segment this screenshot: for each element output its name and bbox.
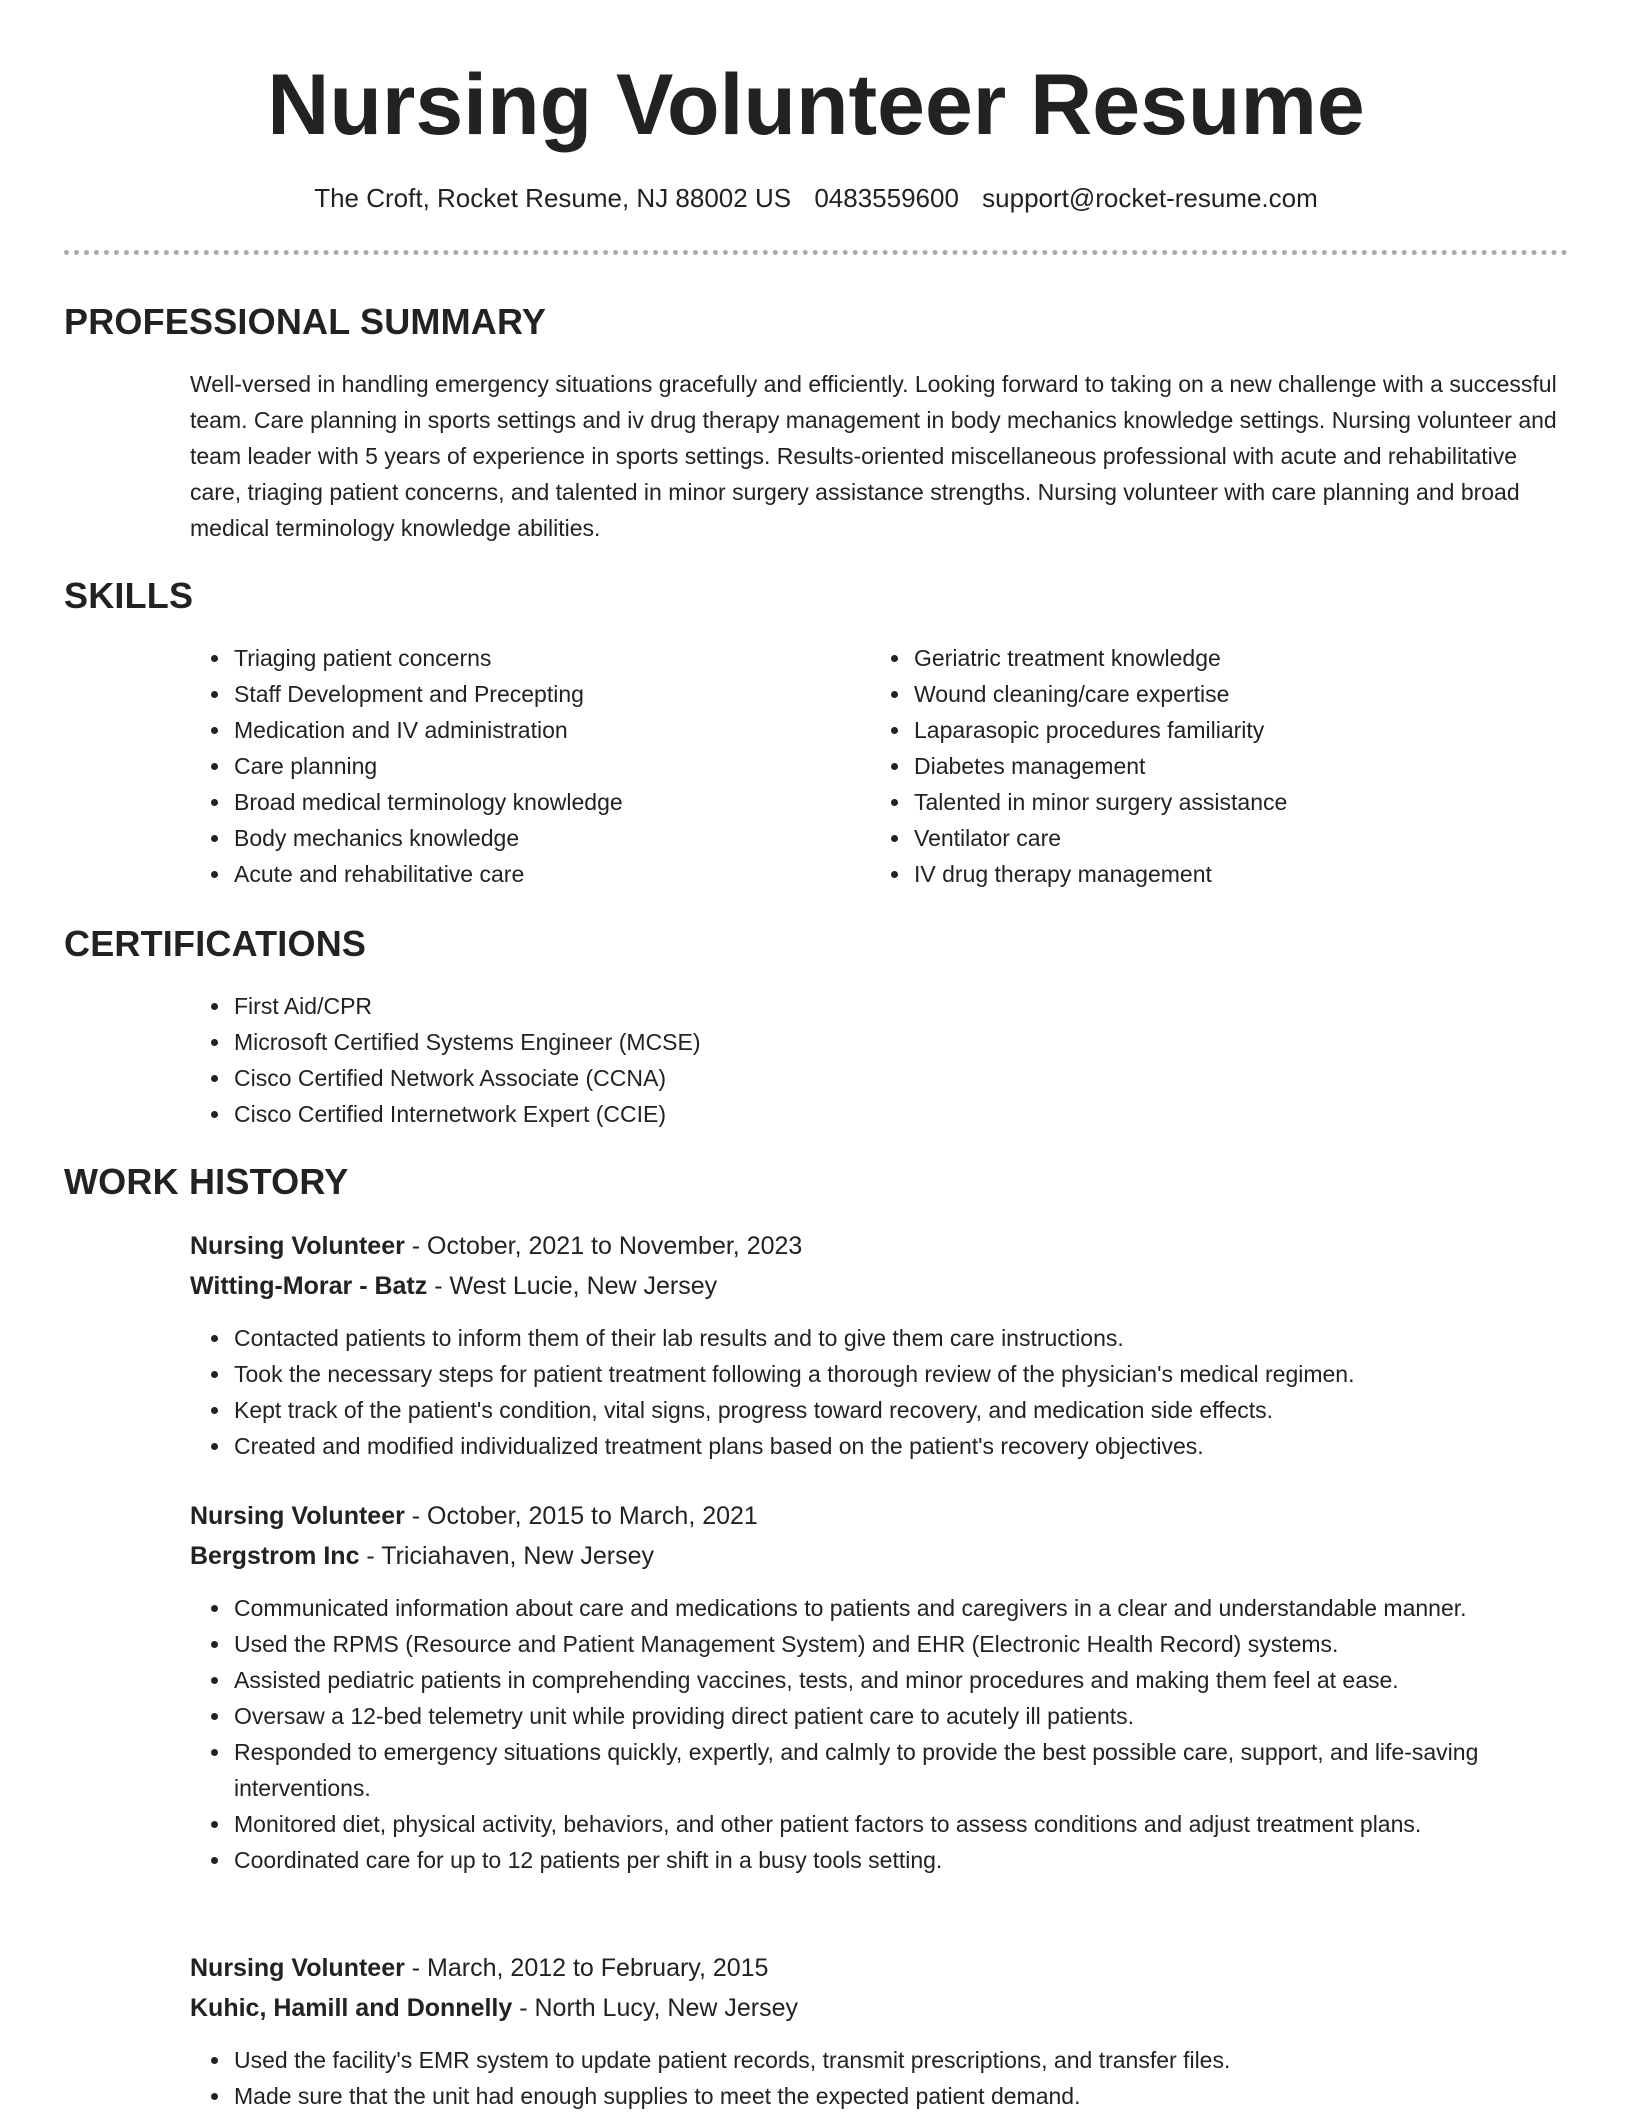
job-bullets bbox=[190, 2042, 1612, 2112]
job-company-line bbox=[190, 1988, 798, 2028]
job-role: Nursing Volunteer bbox=[190, 1502, 405, 1530]
job-dates: - October, 2021 to November, 2023 bbox=[404, 1232, 803, 1260]
job-bullet: • Took the necessary steps for patient treatment following a thorough review of the physician's medical regimen. bbox=[232, 1356, 1612, 1392]
certification-item: • Cisco Certified Network Associate (CCNA) bbox=[232, 1060, 1432, 1096]
job-dates: - October, 2015 to March, 2021 bbox=[404, 1502, 758, 1530]
certification-item: • First Aid/CPR bbox=[232, 988, 1432, 1024]
header-divider bbox=[64, 250, 1568, 255]
job-company: Kuhic, Hamill and Donnelly bbox=[190, 1994, 513, 2022]
skills-list-right bbox=[870, 640, 1592, 892]
job-company-line bbox=[190, 1266, 717, 1306]
job-bullet: • Communicated information about care and medications to patients and caregivers in a clear and understandable manner. bbox=[232, 1590, 1612, 1626]
skill-item: • Staff Development and Precepting bbox=[232, 676, 832, 712]
skill-item: • Body mechanics knowledge bbox=[232, 820, 832, 856]
job-bullet: • Monitored diet, physical activity, behaviors, and other patient factors to assess conditions and adjust treatment plans. bbox=[232, 1806, 1612, 1842]
job-location: - North Lucy, New Jersey bbox=[512, 1994, 798, 2022]
job-company-line bbox=[190, 1536, 654, 1576]
resume-title: Nursing Volunteer Resume bbox=[267, 57, 1365, 153]
skill-item: • Triaging patient concerns bbox=[232, 640, 832, 676]
job-bullet: • Made sure that the unit had enough supplies to meet the expected patient demand. bbox=[232, 2078, 1612, 2112]
skill-item: • Care planning bbox=[232, 748, 832, 784]
summary-text: Well-versed in handling emergency situations gracefully and efficiently. Looking forward to taking on a new challenge with a successful team. Care planning in sports settings and iv drug therapy management in body mechanics knowledge settings. Nursing volunteer and team leader with 5 years of experience in sports settings. Results-oriented miscellaneous professional with acute and rehabilitative care, triaging patient concerns, and talented in minor surgery assistance strengths. Nursing volunteer with care planning and broad medical terminology knowledge abilities. bbox=[190, 371, 1557, 541]
skill-item: • IV drug therapy management bbox=[912, 856, 1592, 892]
contact-line bbox=[0, 180, 1632, 216]
skill-item: • Medication and IV administration bbox=[232, 712, 832, 748]
contact-phone: 0483559600 bbox=[814, 183, 959, 213]
section-title-skills: SKILLS bbox=[64, 575, 194, 616]
job-title-line bbox=[190, 1496, 758, 1536]
contact-address: The Croft, Rocket Resume, NJ 88002 US bbox=[314, 183, 792, 213]
skill-item: • Broad medical terminology knowledge bbox=[232, 784, 832, 820]
job-bullet: • Oversaw a 12-bed telemetry unit while providing direct patient care to acutely ill patients. bbox=[232, 1698, 1612, 1734]
job-bullet: • Coordinated care for up to 12 patients per shift in a busy tools setting. bbox=[232, 1842, 1612, 1878]
skills-list-left bbox=[190, 640, 832, 892]
skill-item: • Wound cleaning/care expertise bbox=[912, 676, 1592, 712]
skill-item: • Geriatric treatment knowledge bbox=[912, 640, 1592, 676]
job-company: Witting-Morar - Batz bbox=[190, 1272, 428, 1300]
section-title-certifications: CERTIFICATIONS bbox=[64, 923, 367, 964]
skill-item: • Diabetes management bbox=[912, 748, 1592, 784]
certification-item: • Cisco Certified Internetwork Expert (CCIE) bbox=[232, 1096, 1432, 1132]
job-bullets bbox=[190, 1590, 1612, 1878]
job-bullet: • Assisted pediatric patients in comprehending vaccines, tests, and minor procedures and making them feel at ease. bbox=[232, 1662, 1612, 1698]
skill-item: • Laparasopic procedures familiarity bbox=[912, 712, 1592, 748]
job-bullet: • Used the facility's EMR system to update patient records, transmit prescriptions, and transfer files. bbox=[232, 2042, 1612, 2078]
job-bullet: • Responded to emergency situations quickly, expertly, and calmly to provide the best possible care, support, and life-saving interventions. bbox=[232, 1734, 1612, 1806]
job-bullet: • Contacted patients to inform them of their lab results and to give them care instructions. bbox=[232, 1320, 1612, 1356]
section-title-work-history: WORK HISTORY bbox=[64, 1161, 349, 1202]
job-bullets bbox=[190, 1320, 1612, 1464]
job-company: Bergstrom Inc bbox=[190, 1542, 360, 1570]
job-role: Nursing Volunteer bbox=[190, 1232, 405, 1260]
job-title-line bbox=[190, 1948, 768, 1988]
certification-item: • Microsoft Certified Systems Engineer (MCSE) bbox=[232, 1024, 1432, 1060]
job-role: Nursing Volunteer bbox=[190, 1954, 405, 1982]
job-title-line bbox=[190, 1226, 802, 1266]
job-bullet: • Created and modified individualized treatment plans based on the patient's recovery objectives. bbox=[232, 1428, 1612, 1464]
certifications-list bbox=[190, 988, 1432, 1132]
job-bullet: • Kept track of the patient's condition, vital signs, progress toward recovery, and medication side effects. bbox=[232, 1392, 1612, 1428]
job-location: - West Lucie, New Jersey bbox=[427, 1272, 718, 1300]
skill-item: • Acute and rehabilitative care bbox=[232, 856, 832, 892]
section-title-summary: PROFESSIONAL SUMMARY bbox=[64, 301, 547, 342]
skill-item: • Ventilator care bbox=[912, 820, 1592, 856]
contact-email: support@rocket-resume.com bbox=[982, 183, 1318, 213]
job-bullet: • Used the RPMS (Resource and Patient Management System) and EHR (Electronic Health Record) systems. bbox=[232, 1626, 1612, 1662]
job-dates: - March, 2012 to February, 2015 bbox=[404, 1954, 769, 1982]
skill-item: • Talented in minor surgery assistance bbox=[912, 784, 1592, 820]
job-location: - Triciahaven, New Jersey bbox=[359, 1542, 655, 1570]
